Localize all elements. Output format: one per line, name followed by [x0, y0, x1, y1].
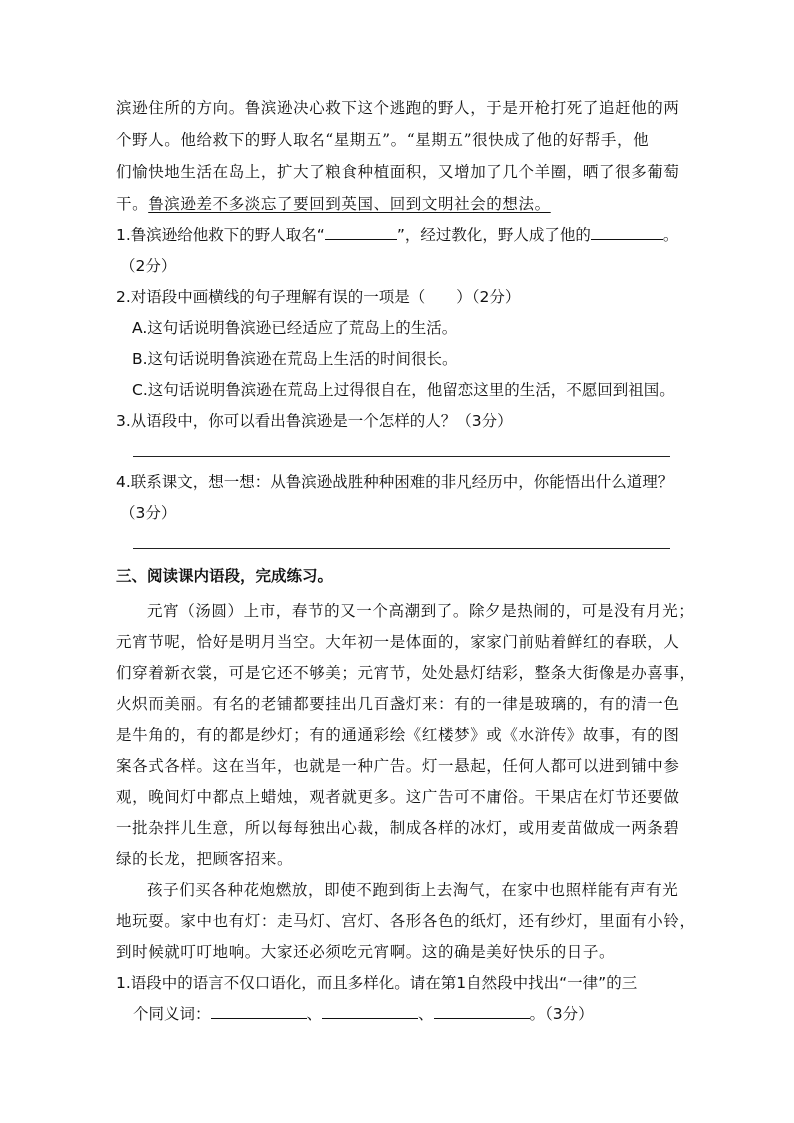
section-3-question-1-line-2	[133, 1004, 594, 1024]
para1-line-7: 观，晚间灯中都点上蜡烛，观者就更多。这广告可不庸俗。干果店在灯节还要做	[116, 788, 680, 806]
question-2-option-c[interactable]: C.这句话说明鲁滨逊在荒岛上过得很自在，他留恋这里的生活，不愿回到祖国。	[132, 381, 675, 399]
answer-line-q4[interactable]	[133, 548, 670, 549]
passage-line-4	[116, 194, 551, 214]
answer-blank-synonym-1[interactable]	[211, 1004, 307, 1019]
para1-line-2: 元宵节呢，恰好是明月当空。大年初一是体面的，家家门前贴着鲜红的春联，人	[116, 633, 680, 651]
separator-1: 、	[306, 1005, 323, 1023]
para1-line-1: 元宵（汤圆）上市，春节的又一个高潮到了。除夕是热闹的，可是没有月光；	[147, 602, 695, 620]
answer-line-q3[interactable]	[133, 456, 670, 457]
section-3-question-1-end: 。（3分）	[529, 1005, 594, 1023]
answer-blank-synonym-2[interactable]	[322, 1004, 418, 1019]
section-3-question-1-prefix: 个同义词：	[133, 1005, 211, 1023]
question-2-option-a[interactable]: A.这句话说明鲁滨逊已经适应了荒岛上的生活。	[132, 319, 458, 337]
question-4-stem: 4.联系课文，想一想：从鲁滨逊战胜种种困难的非凡经历中，你能悟出什么道理？	[116, 473, 674, 491]
question-1-text-c: 。	[662, 226, 679, 244]
para1-line-4: 火炽而美丽。有名的老铺都要挂出几百盏灯来：有的一律是玻璃的，有的清一色	[116, 695, 680, 713]
section-3-question-1-line-1: 1.语段中的语言不仅口语化，而且多样化。请在第1自然段中找出“一律”的三	[116, 974, 638, 992]
passage-line-1: 滨逊住所的方向。鲁滨逊决心救下这个逃跑的野人，于是开枪打死了追赶他的两	[116, 99, 680, 117]
passage-line-2: 个野人。他给救下的野人取名“星期五”。“星期五”很快成了他的好帮手，他	[116, 131, 650, 149]
question-2-option-b[interactable]: B.这句话说明鲁滨逊在荒岛上生活的时间很长。	[132, 350, 458, 368]
answer-blank-synonym-3[interactable]	[434, 1004, 530, 1019]
question-3-stem: 3.从语段中，你可以看出鲁滨逊是一个怎样的人？（3分）	[116, 412, 513, 430]
para2-line-3: 到时候就叮叮地响。大家还必须吃元宵啊。这的确是美好快乐的日子。	[116, 943, 616, 961]
question-1-score: （2分）	[120, 257, 177, 275]
question-4-score: （3分）	[120, 504, 177, 522]
para2-line-1: 孩子们买各种花炮燃放，即使不跑到街上去淘气，在家中也照样能有声有光	[147, 881, 679, 899]
para1-line-6: 案各式各样。这在当年，也就是一种广告。灯一悬起，任何人都可以进到铺中参	[116, 757, 680, 775]
answer-blank-role[interactable]	[591, 225, 663, 240]
para1-line-8: 一批杂拌儿生意，所以每每独出心裁，制成各样的冰灯，或用麦苗做成一两条碧	[116, 819, 680, 837]
question-2-stem: 2.对语段中画横线的句子理解有误的一项是（ ）（2分）	[116, 288, 521, 306]
separator-2: 、	[418, 1005, 434, 1023]
question-1-text-a: 1.鲁滨逊给他救下的野人取名“	[116, 226, 325, 244]
passage-line-4-plain: 干。	[116, 195, 149, 213]
answer-blank-name[interactable]	[325, 225, 397, 240]
question-1-text-b: ”，经过教化，野人成了他的	[396, 226, 591, 244]
para1-line-3: 们穿着新衣裳，可是它还不够美；元宵节，处处悬灯结彩，整条大街像是办喜事，	[116, 664, 696, 682]
para1-line-9: 绿的长龙，把顾客招来。	[116, 850, 294, 868]
para2-line-2: 地玩耍。家中也有灯：走马灯、宫灯、各形各色的纸灯，还有纱灯，里面有小铃，	[116, 912, 696, 930]
question-1	[116, 225, 678, 245]
passage-line-3: 们愉快地生活在岛上，扩大了粮食种植面积，又增加了几个羊圈，晒了很多葡萄	[116, 163, 680, 181]
para1-line-5: 是牛角的，有的都是纱灯；有的通通彩绘《红楼梦》或《水浒传》故事，有的图	[116, 726, 680, 744]
underlined-sentence: 鲁滨逊差不多淡忘了要回到英国、回到文明社会的想法。	[148, 195, 551, 213]
section-3-heading: 三、阅读课内语段，完成练习。	[116, 567, 334, 585]
